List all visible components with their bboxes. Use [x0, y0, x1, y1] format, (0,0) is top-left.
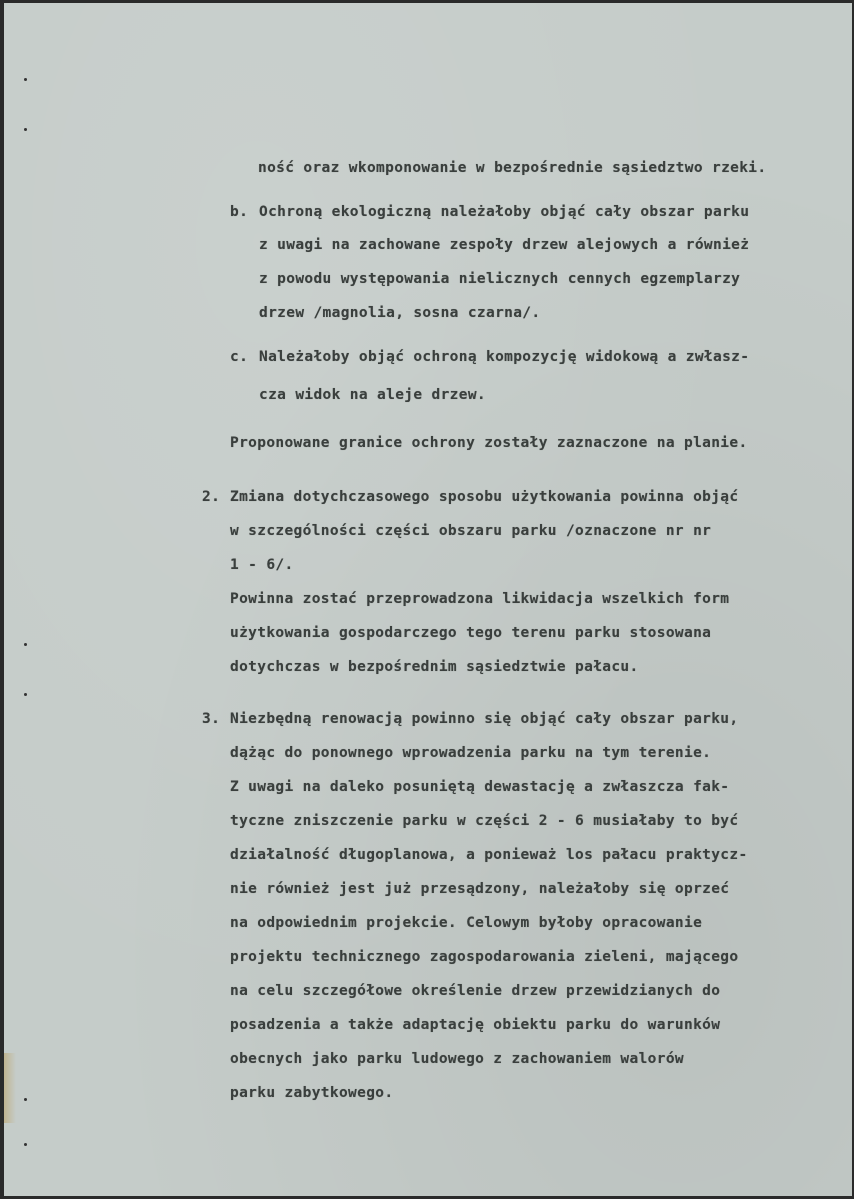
typewritten-page: [4, 3, 852, 1196]
margin-mark: [24, 693, 27, 696]
point-3-marker: 3.: [202, 711, 221, 727]
point-3-line: tyczne zniszczenie parku w części 2 - 6 musiałaby to być: [230, 813, 739, 829]
point-3-line: Niezbędną renowacją powinno się objąć cały obszar parku,: [230, 711, 739, 727]
margin-mark: [24, 1143, 27, 1146]
item-c-line: cza widok na aleje drzew.: [259, 387, 486, 403]
point-3-line: nie również jest już przesądzony, należałoby się oprzeć: [230, 881, 730, 897]
point-3-line: posadzenia a także adaptację obiektu parku do warunków: [230, 1017, 721, 1033]
point-2-line: Powinna zostać przeprowadzona likwidacja wszelkich form: [230, 591, 730, 607]
point-2-line: 1 - 6/.: [230, 557, 294, 573]
point-2-marker: 2.: [202, 489, 221, 505]
item-c-marker: c.: [230, 349, 249, 365]
point-3-line: działalność długoplanowa, a ponieważ los pałacu praktycz-: [230, 847, 748, 863]
point-3-line: na odpowiednim projekcie. Celowym byłoby opracowanie: [230, 915, 703, 931]
item-c-line: Należałoby objąć ochroną kompozycję widokową a zwłasz-: [259, 349, 750, 365]
point-3-line: parku zabytkowego.: [230, 1085, 394, 1101]
point-2-line: użytkowania gospodarczego tego terenu parku stosowana: [230, 625, 712, 641]
item-b-line: Ochroną ekologiczną należałoby objąć cały obszar parku: [259, 204, 750, 220]
margin-mark: [24, 643, 27, 646]
boundaries-note: Proponowane granice ochrony zostały zaznaczone na planie.: [230, 435, 748, 451]
point-3-line: projektu technicznego zagospodarowania zieleni, mającego: [230, 949, 739, 965]
margin-mark: [24, 1098, 27, 1101]
continuation-line: ność oraz wkomponowanie w bezpośrednie sąsiedztwo rzeki.: [258, 160, 767, 176]
point-3-line: obecnych jako parku ludowego z zachowaniem walorów: [230, 1051, 684, 1067]
point-3-line: Z uwagi na daleko posuniętą dewastację a zwłaszcza fak-: [230, 779, 730, 795]
item-b-marker: b.: [230, 204, 249, 220]
item-b-line: drzew /magnolia, sosna czarna/.: [259, 305, 541, 321]
point-2-line: Zmiana dotychczasowego sposobu użytkowania powinna objąć: [230, 489, 739, 505]
item-b-line: z uwagi na zachowane zespoły drzew alejowych a również: [259, 237, 750, 253]
item-b-line: z powodu występowania nielicznych cennych egzemplarzy: [259, 271, 741, 287]
margin-mark: [24, 78, 27, 81]
point-2-line: w szczególności części obszaru parku /oznaczone nr nr: [230, 523, 712, 539]
point-3-line: na celu szczegółowe określenie drzew przewidzianych do: [230, 983, 721, 999]
point-2-line: dotychczas w bezpośrednim sąsiedztwie pałacu.: [230, 659, 639, 675]
margin-mark: [24, 128, 27, 131]
point-3-line: dążąc do ponownego wprowadzenia parku na tym terenie.: [230, 745, 712, 761]
paper-stain: [4, 1053, 16, 1123]
